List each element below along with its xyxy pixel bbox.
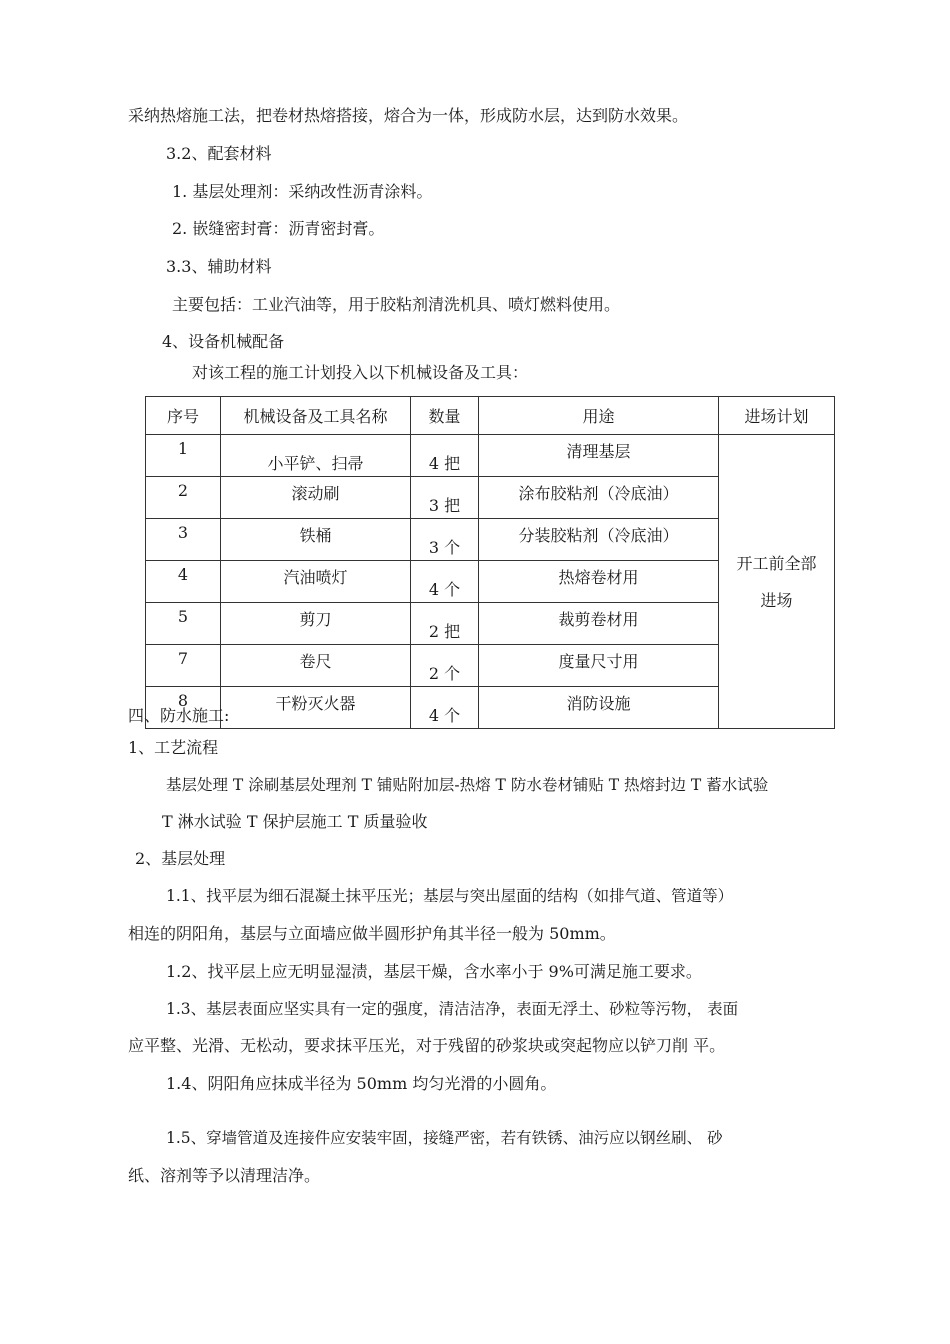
- paragraph-hot-melt-method: 采纳热熔施工法，把卷材热熔搭接，熔合为一体，形成防水层，达到防水效果。: [128, 106, 689, 125]
- cell-number: 1: [146, 435, 221, 477]
- item-1-2: 1.2、找平层上应无明显湿渍，基层干燥，含水率小于 9%可满足施工要求。: [166, 962, 702, 981]
- section-4-title: 四、防水施工:: [128, 706, 230, 725]
- item-sealant: 2. 嵌缝密封膏：沥青密封膏。: [172, 219, 385, 238]
- cell-quantity: 2 个: [411, 645, 479, 687]
- item-1-3-line-1: 1.3、基层表面应坚实具有一定的强度，清洁洁净，表面无浮土、砂粒等污物， 表面: [166, 1000, 739, 1018]
- table-header-row: [146, 397, 835, 435]
- heading-3-2: 3.2、配套材料: [166, 144, 272, 163]
- process-flow-line-1: 基层处理 T 涂刷基层处理剂 T 铺贴附加层-热熔 T 防水卷材铺贴 T 热熔封边 T 蓄水试验: [166, 776, 769, 794]
- item-1-5-line-2: 纸、溶剂等予以清理洁净。: [128, 1166, 321, 1185]
- plan-line-1: 开工前全部: [736, 553, 817, 573]
- header-cell: 机械设备及工具名称: [221, 397, 411, 435]
- cell-number: 4: [146, 561, 221, 603]
- cell-quantity: 3 个: [411, 519, 479, 561]
- heading-base-treatment: 2、基层处理: [135, 849, 226, 868]
- header-cell: 用途: [479, 397, 719, 435]
- cell-purpose: 热熔卷材用: [479, 561, 719, 603]
- cell-quantity: 4 个: [411, 687, 479, 729]
- cell-equipment-name: 剪刀: [221, 603, 411, 645]
- item-base-primer: 1. 基层处理剂：采纳改性沥青涂料。: [172, 182, 433, 201]
- cell-equipment-name: 汽油喷灯: [221, 561, 411, 603]
- item-1-3-line-2: 应平整、光滑、无松动，要求抹平压光，对于残留的砂浆块或突起物应以铲刀削 平。: [128, 1036, 726, 1055]
- item-1-1-line-2: 相连的阴阳角，基层与立面墙应做半圆形护角其半径一般为 50mm。: [128, 924, 616, 943]
- paragraph-aux-materials: 主要包括：工业汽油等，用于胶粘剂清洗机具、喷灯燃料使用。: [172, 295, 621, 314]
- process-flow-line-2: T 淋水试验 T 保护层施工 T 质量验收: [162, 812, 428, 831]
- paragraph-equipment-intro: 对该工程的施工计划投入以下机械设备及工具：: [192, 363, 529, 382]
- cell-number: 5: [146, 603, 221, 645]
- heading-process-flow: 1、工艺流程: [128, 738, 219, 757]
- equipment-table: [145, 396, 835, 729]
- header-cell: 数量: [411, 397, 479, 435]
- cell-equipment-name: 小平铲、扫帚: [221, 435, 411, 477]
- cell-purpose: 清理基层: [479, 435, 719, 477]
- cell-equipment-name: 干粉灭火器: [221, 687, 411, 729]
- cell-equipment-name: 滚动刷: [221, 477, 411, 519]
- cell-purpose: 涂布胶粘剂（冷底油）: [479, 477, 719, 519]
- cell-quantity: 3 把: [411, 477, 479, 519]
- header-cell: 序号: [146, 397, 221, 435]
- cell-quantity: 4 把: [411, 435, 479, 477]
- item-1-4: 1.4、阴阳角应抹成半径为 50mm 均匀光滑的小圆角。: [166, 1074, 557, 1093]
- cell-number: 3: [146, 519, 221, 561]
- plan-line-2: 进场: [760, 590, 793, 610]
- cell-equipment-name: 卷尺: [221, 645, 411, 687]
- item-1-5-line-1: 1.5、穿墙管道及连接件应安装牢固，接缝严密，若有铁锈、油污应以钢丝刷、 砂: [166, 1129, 723, 1147]
- heading-3-3: 3.3、辅助材料: [166, 257, 272, 276]
- cell-quantity: 2 把: [411, 603, 479, 645]
- cell-entry-plan: [719, 435, 835, 729]
- heading-4-equipment: 4、设备机械配备: [162, 332, 285, 351]
- cell-number: 7: [146, 645, 221, 687]
- cell-quantity: 4 个: [411, 561, 479, 603]
- cell-number: 2: [146, 477, 221, 519]
- cell-purpose: 裁剪卷材用: [479, 603, 719, 645]
- table-row: [146, 435, 835, 477]
- cell-purpose: 消防设施: [479, 687, 719, 729]
- cell-equipment-name: 铁桶: [221, 519, 411, 561]
- item-1-1-line-1: 1.1、找平层为细石混凝土抹平压光；基层与突出屋面的结构（如排气道、管道等）: [166, 887, 734, 905]
- header-cell: 进场计划: [719, 397, 835, 435]
- cell-purpose: 度量尺寸用: [479, 645, 719, 687]
- cell-purpose: 分装胶粘剂（冷底油）: [479, 519, 719, 561]
- cell-number: 8: [146, 687, 221, 729]
